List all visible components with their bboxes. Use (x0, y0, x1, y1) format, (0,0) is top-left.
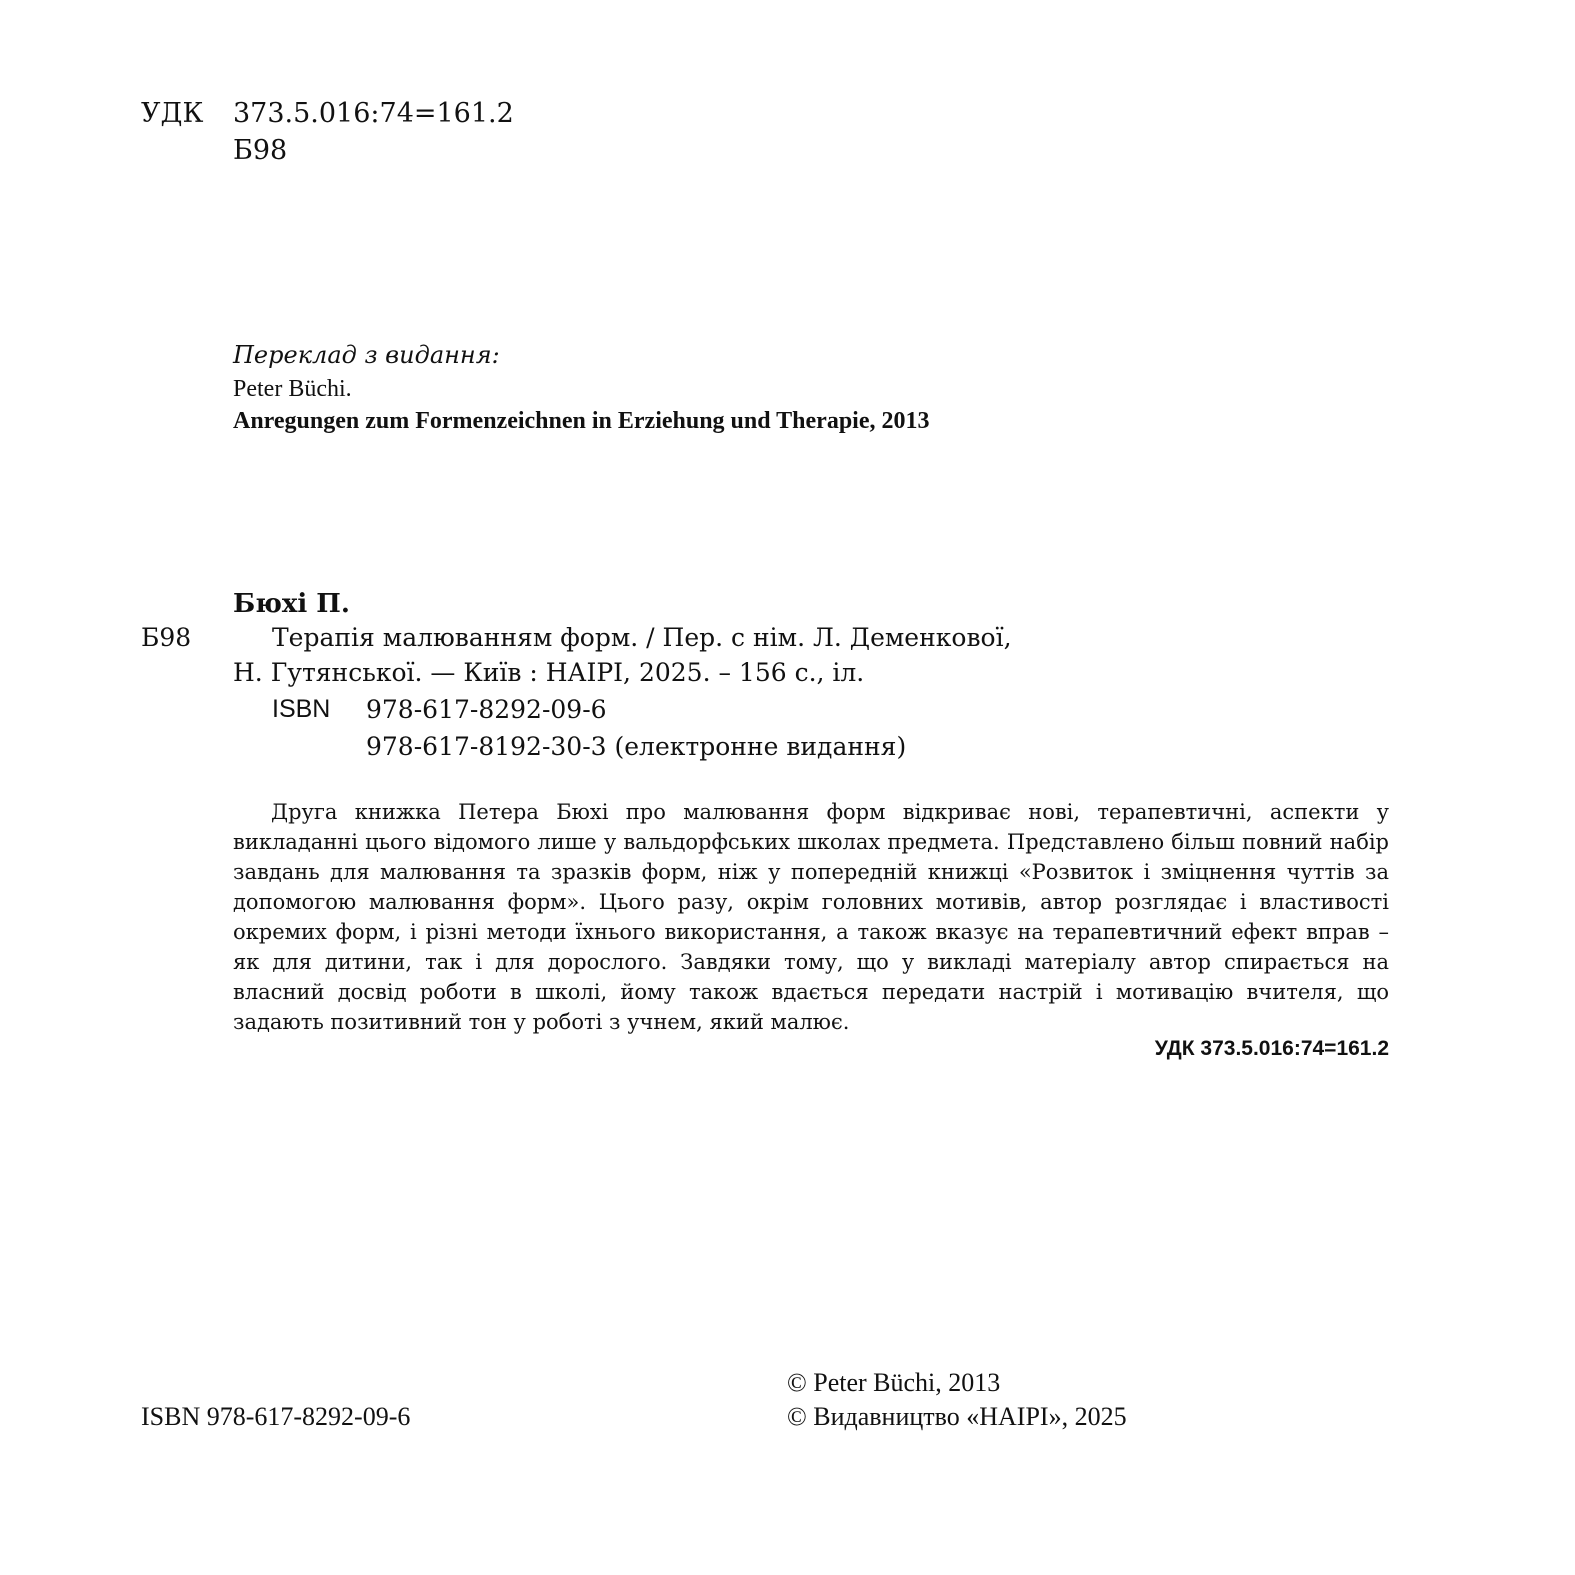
original-title: Anregungen zum Formenzeichnen in Erziehung und Therapie, 2013 (233, 408, 930, 434)
copyright-publisher: © Видавництво «НАІРІ», 2025 (787, 1402, 1127, 1431)
isbn-label: ISBN (272, 695, 331, 723)
footer-isbn: ISBN 978-617-8292-09-6 (141, 1402, 411, 1431)
author-mark: Б98 (233, 135, 288, 166)
bib-description-line1: Терапія малюванням форм. / Пер. с нім. Л. Деменкової, (272, 623, 1012, 652)
bib-author: Бюхі П. (233, 589, 350, 619)
udk-label: УДК (141, 98, 204, 129)
bib-author-mark: Б98 (141, 623, 192, 652)
annotation-text: Друга книжка Петера Бюхі про малювання форм відкриває нові, терапевтичні, аспекти у викладанні цього відомого лише у вальдорфських школах предмета. Представлено більш повний набір завдань для малювання та зразків форм, ніж у попередній книжці «Розвиток і зміцнення чуттів за допомогою малювання форм». Цього разу, окрім головних мотивів, автор розглядає і властивості окремих форм, і різні методи їхнього використання, а також вказує на терапевтичний ефект вправ – як для дитини, так і для дорослого. Завдяки тому, що у викладі матеріалу автор спирається на власний досвід роботи в школі, йому також вдається передати настрій і мотивацію вчителя, що задають позитивний тон у роботі з учнем, який малює. (233, 800, 1389, 1034)
udk-code: 373.5.016:74=161.2 (233, 98, 514, 129)
bib-description-line2: Н. Гутянської. — Київ : НАІРІ, 2025. – 156 с., іл. (233, 658, 865, 687)
translation-label: Переклад з видання: (233, 341, 500, 369)
isbn-electronic: 978-617-8192-30-3 (електронне видання) (366, 732, 907, 761)
original-author: Peter Büchi. (233, 376, 352, 402)
isbn-print: 978-617-8292-09-6 (366, 695, 607, 724)
annotation-udk: УДК 373.5.016:74=161.2 (1154, 1037, 1389, 1060)
copyright-author: © Peter Büchi, 2013 (787, 1368, 1001, 1397)
